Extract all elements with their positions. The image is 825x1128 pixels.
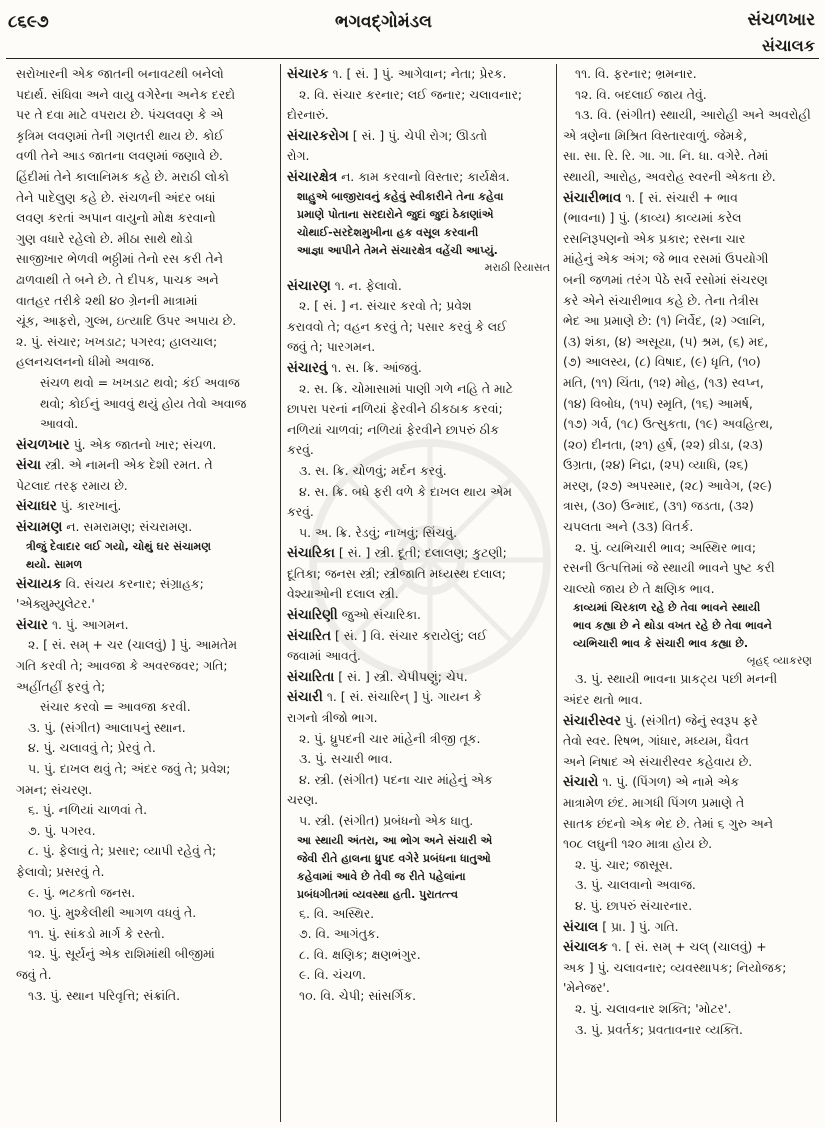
entry-line: ૬. પું. નળિયાં ચાળવાં તે. xyxy=(28,802,148,818)
entry-line: ૧૧. વિ. ફરનાર; ભ્રમનાર. xyxy=(575,66,697,81)
entry-line: ૯. પું. ભટકતો જનસ. xyxy=(28,884,136,900)
entry-headline: સંચારિકા [ સં. ] સ્ત્રી. દૂતી; દલાલણ; કુટણી; xyxy=(287,545,507,562)
entry-line: ૩. પું. ચાલવાનો અવાજ. xyxy=(575,877,696,893)
entry-line: ૫. સ્ત્રી. (સંગીત) પ્રબંધનો એક ધાતુ. xyxy=(299,813,474,828)
entry-line: ૫. અ. ક્રિ. રેડવું; નાખવું; સિંચવું. xyxy=(299,524,458,540)
entry-line: ચરણ. xyxy=(287,792,319,808)
entry-line: આવવો. xyxy=(40,416,79,432)
entry-line: ઢાળવાથી તે બને છે. તે દીપક, પાચક અને xyxy=(16,271,219,287)
entry-line: અંદર થતો ભાવ. xyxy=(563,692,643,708)
entry-headline: સંચારકરોગ [ સં. ] પું. ચેપી રોગ; ઊડતો xyxy=(287,127,488,144)
entry-headline: સંચા સ્ત્રી. એ નામની એક દેશી રમત. તે xyxy=(16,457,213,474)
headword: સંચા xyxy=(16,457,42,474)
entry-line: હલનચલનનો ધીમો અવાજ. xyxy=(16,354,155,370)
dictionary-title: ભગવદ્ગોમંડલ xyxy=(335,12,432,32)
entry-line: ચપલતા અને (૩૩) વિતર્ક. xyxy=(563,519,694,535)
entry-line: જવું તે; પારગમન. xyxy=(287,339,376,355)
entry-line: ૨. પું. વ્યભિચારી ભાવ; અસ્થિર ભાવ; xyxy=(575,539,757,555)
headword: સંચારિત xyxy=(287,627,332,644)
headword: સંચારણ xyxy=(287,277,331,294)
entry-line: સરોખારની એક જાતની બનાવટથી બનેલો xyxy=(16,66,224,81)
entry-line: શાહુએ બાજીરાવનું કહેવું સ્વીકારીને તેના કહેવા xyxy=(297,189,504,203)
headword: સંચારક xyxy=(287,66,329,82)
entry-line: ૧૦. વિ. ચેપી; સાંસર્ગિક. xyxy=(299,987,417,1003)
entry-line: એ ત્રણેના મિશ્રિત વિસ્તારવાળું. જેમકે, xyxy=(563,127,748,143)
entry-headline: સંચારક ૧. [ સં. ] પું. આગેવાન; નેતા; પ્રેરક. xyxy=(287,66,507,82)
headword: સંચાઘર xyxy=(16,498,57,515)
entry-headline: સંચાલ [ પ્રા. ] પું. ગતિ. xyxy=(563,918,679,935)
entry-line: ૧૦. પું. મુશ્કેલીથી આગળ વધવું તે. xyxy=(28,905,197,921)
entry-line: સંચળ થવો = ખખડાટ થવો; કંઈ અવાજ xyxy=(40,374,240,390)
entry-line: ૧૧. પું. સાંકડો માર્ગ કે રસ્તો. xyxy=(28,925,165,941)
entry-line: બૃહદ્ વ્યાકરણ xyxy=(746,654,812,668)
entry-line: નળિયાં ચાળવાં; નળિયાં ફેરવીને છાપરું ઠીક xyxy=(287,421,499,437)
entry-line: (ભાવના) ] પું. (કાવ્ય) કાવ્યમાં કરેલ xyxy=(563,210,742,226)
entry-line: કરવું. xyxy=(287,504,314,520)
entry-line: ૩. સ. ક્રિ. ચોળવું; મર્દન કરવું. xyxy=(299,462,447,478)
entry-line: રાગનો ત્રીજો ભાગ. xyxy=(287,710,378,726)
entry-headline: સંચારિત [ સં. ] વિ. સંચાર કરાયેલું; લઈ xyxy=(287,627,487,644)
entry-line: ૪. પું. ચલાવવું તે; પ્રેરવું તે. xyxy=(28,740,156,756)
entry-line: જવામાં આવતું. xyxy=(287,648,361,664)
headword: સંચારી xyxy=(287,689,323,706)
entry-headline: સંચાયક વિ. સંચય કરનાર; સંગ્રાહક; xyxy=(16,575,204,592)
headword: સંચારીસ્વર xyxy=(563,712,621,729)
entry-line: પેટલાદ તરફ રમાય છે. xyxy=(16,477,128,493)
headword: સંચારવું xyxy=(287,359,328,376)
entry-line: ૪. સ. ક્રિ. બધે ફરી વળે કે દાખલ થાય એમ xyxy=(299,483,512,499)
entry-headline: સંચાલક ૧. [ સં. સમ્ + ચલ્ (ચાલવું) + xyxy=(563,939,767,956)
entry-headline: સંચારી ૧. [ સં. સંચારિન્ ] પું. ગાયન કે xyxy=(287,689,482,706)
entry-line: કહેવામાં આવે છે તેવી જ રીતે પહેલાંના xyxy=(297,869,466,883)
entry-line: 'મેનેજર'. xyxy=(563,980,610,996)
entry-line: થયો. સામળ xyxy=(26,557,83,571)
entry-headline: સંચાઘર પું. કારખાનું. xyxy=(16,498,122,515)
entry-line: વળી તેને આડ જાતના લવણમાં જણાવે છે. xyxy=(16,148,223,164)
entry-line: ૨. પું. ધ્રુપદની ચાર માંહેની ત્રીજી તૂક. xyxy=(299,730,481,746)
entry-headline: સંચારવું ૧. સ. ક્રિ. આંજવું. xyxy=(287,359,422,376)
entry-line: સ્થાયી, આરોહ, અવરોહ સ્વરની એકતા છે. xyxy=(563,168,776,184)
entry-line: (૩) શંકા, (૪) અસૂયા, (૫) શ્રમ, (૬) મદ, xyxy=(563,333,769,349)
entry-line: ૩. પું. પ્રવર્તક; પ્રવતાવનાર વ્યક્તિ. xyxy=(575,1021,743,1037)
entry-line: વાતહર તરીકે ૨થી ૪૦ ગ્રેનની માત્રામાં xyxy=(16,292,198,308)
page-number: ૮૬૯૭ xyxy=(8,12,49,32)
entry-line: ત્રીજું દેવાદાર લઈ ગયો, ચોથું ઘર સંચામણ xyxy=(26,539,211,553)
entry-headline: સંચાર ૧. પું. આગમન. xyxy=(16,616,129,633)
entry-line: ૨. સ. ક્રિ. ચોમાસામાં પાણી ગળે નહિ તે માટે xyxy=(299,380,514,396)
entry-line: ૧૦૮ લઘુની ૧૨૦ માત્રા હોય છે. xyxy=(563,836,713,852)
guide-word-last: સંચાલક xyxy=(761,36,815,55)
headword: સંચારો xyxy=(563,774,599,791)
entry-line: ૨. વિ. સંચાર કરનાર; લઈ જનાર; ચલાવનાર; xyxy=(299,86,523,102)
entry-line: ફેલાવો; પ્રસરવું તે. xyxy=(16,863,105,879)
headword: સંચારિકા xyxy=(287,545,335,562)
header-rule xyxy=(6,58,819,59)
entry-headline: સંચારક્ષેત્ર ન. કામ કરવાનો વિસ્તાર; કાર્યક્ષેત્ર. xyxy=(287,168,510,185)
entry-line: ૮. વિ. ક્ષણિક; ક્ષણભંગુર. xyxy=(299,946,421,962)
entry-line: થવો; કોઈનું આવવું થયું હોય તેવો અવાજ xyxy=(40,395,247,411)
entry-line: અહીંતહીં ફરવું તે; xyxy=(16,678,106,694)
entry-line: ત્રાસ, (૩૦) ઉન્માદ, (૩૧) જડતા, (૩૨) xyxy=(563,498,754,514)
entry-line: ૨. પું. ચાર; જાસૂસ. xyxy=(575,856,673,872)
entry-line: રોગ. xyxy=(287,148,310,164)
entry-line: ૯. વિ. ચંચળ. xyxy=(299,967,367,983)
entry-line: અને નિષાદ એ સંચારીસ્વર કહેવાય છે. xyxy=(563,753,753,769)
entry-line: વેશ્યાઓની દલાલ સ્ત્રી. xyxy=(287,586,399,602)
page-header xyxy=(0,0,825,62)
entry-line: કૃત્રિમ લવણમાં તેની ગણતરી થાય છે. કોઈ xyxy=(16,127,224,143)
entry-line: ૨. પું. ચલાવનાર શક્તિ; 'મોટર'. xyxy=(575,1000,732,1016)
entry-line: ૪. પું. છાપરું સંચારનાર. xyxy=(575,897,693,913)
entry-line: તેવો સ્વર. રિષભ, ગાંધાર, મધ્યમ, ધૈવત xyxy=(563,733,749,749)
headword: સંચળખાર xyxy=(16,436,70,453)
dictionary-columns xyxy=(10,64,818,1122)
headword: સંચારીભાવ xyxy=(563,189,622,206)
entry-line: ૩. પું. (સંગીત) આલાપનું સ્થાન. xyxy=(28,719,186,735)
entry-line: ૫. પું. દાખલ થવું તે; અંદર જવું તે; પ્રવેશ; xyxy=(28,761,231,776)
entry-line: ચોથાઈ-સરદેશમુખીના હક વસૂલ કરવાની xyxy=(297,225,479,239)
entry-line: ૭. પું. પગરવ. xyxy=(28,822,96,838)
headword: સંચારકરોગ xyxy=(287,127,349,144)
entry-line: રસની ઉત્પત્તિમાં જે સ્થાયી ભાવને પુષ્ટ કરી xyxy=(563,560,775,576)
entry-line: પ્રમાણે પોતાના સરદારોને જુદાં જુદાં ઠેકાણાંએ xyxy=(297,207,494,221)
entry-line: ૨. [ સં. ] ન. સંચાર કરવો તે; પ્રવેશ xyxy=(299,298,472,314)
entry-line: ભાવ કહ્યા છે ને થોડા વખત રહે છે તેવા ભાવને xyxy=(573,619,772,633)
headword: સંચાર xyxy=(16,616,49,633)
entry-line: વ્યભિચારી ભાવ કે સંચારી ભાવ કહ્યા છે. xyxy=(573,637,749,651)
entry-line: ૬. વિ. અસ્થિર. xyxy=(299,905,375,921)
entry-line: બની જળમાં તરંગ પેઠે સર્વે રસોમાં સંચરણ xyxy=(563,271,768,287)
entry-line: ૩. પું. સચારી ભાવ. xyxy=(299,751,393,767)
entry-headline: સંચારણ ૧. ન. ફેલાવો. xyxy=(287,277,402,294)
column-right xyxy=(557,64,818,1122)
entry-headline: સંચળખાર પું. એક જાતનો ખાર; સંચળ. xyxy=(16,436,217,453)
entry-line: પ્રબંધગીતમાં વ્યવસ્થા હતી. પુરાતત્ત્વ xyxy=(297,887,458,901)
entry-line: ૩. પું. સ્થાયી ભાવના પ્રાકટ્ય પછી મનની xyxy=(575,671,778,687)
entry-line: સંચાર કરવો = આવજા કરવી. xyxy=(40,699,191,715)
entry-line: મરણ, (૨૭) અપસ્માર, (૨૮) આવેગ, (૨૯) xyxy=(563,477,773,493)
entry-line: સાજીખાર ભેળવી ભઠ્ઠીમાં તેનો રસ કરી તેને xyxy=(16,251,223,267)
entry-line: જવું તે. xyxy=(16,966,52,982)
entry-headline: સંચારિણી જુઓ સંચારિકા. xyxy=(287,607,421,624)
entry-line: ૧૨. વિ. બદલાઈ જાય તેવું. xyxy=(575,86,707,102)
entry-line: (૭) આલસ્ય, (૮) વિષાદ, (૯) ધૃતિ, (૧૦) xyxy=(563,354,761,370)
entry-headline: સંચારિતા [ સં. ] સ્ત્રી. ચેપીપણું; ચેપ. xyxy=(287,668,468,685)
entry-line: તેને પાદેલુણ કહે છે. સંચળની અંદર બધાં xyxy=(16,189,216,205)
entry-line: ભેદ આ પ્રમાણે છે: (૧) નિર્વેદ, (૨) ગ્લાનિ, xyxy=(563,313,766,329)
entry-line: દોરનારું. xyxy=(287,107,329,123)
entry-line: ગતિ કરવી તે; આવજા કે અવરજવર; ગતિ; xyxy=(16,658,228,674)
guide-word-first: સંચળખાર xyxy=(747,10,815,30)
entry-line: હિંદીમાં તેને કાલાનિમક કહે છે. મરાઠી લોકો xyxy=(16,168,229,184)
entry-line: 'એક્યુમ્યુલેટર.' xyxy=(16,596,95,612)
entry-headline: સંચામણ ન. સમરામણ; સંચરામણ. xyxy=(16,519,193,536)
column-middle xyxy=(280,64,557,1122)
entry-line: સાતક છંદનો એક ભેદ છે. તેમાં ૬ ગુરુ અને xyxy=(563,815,773,831)
entry-headline: સંચારીસ્વર પું. (સંગીત) જેનું સ્વરૂપ ફરે xyxy=(563,712,758,729)
entry-line: (૧૭) ગર્વ, (૧૮) ઉત્સુકતા, (૧૯) અવહિત્થ, xyxy=(563,416,773,432)
headword: સંચારિતા xyxy=(287,668,335,685)
entry-headline: સંચારો ૧. પું. (પિંગળ) એ નામે એક xyxy=(563,774,740,791)
column-left xyxy=(10,64,280,1122)
entry-line: ચૂંક, આફરો, ગુલ્મ, ઇત્યાદિ ઉપર અપાય છે. xyxy=(16,313,237,329)
entry-line: કરાવવો તે; વહન કરવું તે; પસાર કરવું કે લઈ xyxy=(287,318,507,334)
entry-line: દૂતિકા; જનસ સ્ત્રી; સ્ત્રીજાતિ મધ્યસ્થ દલાલ; xyxy=(287,565,506,581)
entry-line: રસનિરૂપણનો એક પ્રકાર; રસના ચાર xyxy=(563,230,746,246)
entry-line: ગુણ વધારે રહેલો છે. મીઠા સાથે થોડો xyxy=(16,230,193,246)
entry-line: ૧૩. પું. સ્થાન પરિવૃત્તિ; સંક્રાંતિ. xyxy=(28,987,181,1003)
entry-line: (૨૦) દીનતા, (૨૧) હર્ષ, (૨૨) વ્રીડા, (૨૩) xyxy=(563,436,764,452)
entry-line: સા. સા. રિ. રિ. ગા. ગા. નિ. ધા. વગેરે. તેમાં xyxy=(563,148,769,164)
entry-line: માત્રામેળ છંદ. માગધી પિંગળ પ્રમાણે તે xyxy=(563,795,745,810)
entry-line: કાવ્યમાં ચિરકાળ રહે છે તેવા ભાવને સ્થાયી xyxy=(573,601,761,615)
entry-headline: સંચારીભાવ ૧. [ સં. સંચારી + ભાવ xyxy=(563,189,738,206)
entry-line: મરાઠી રિયાસત xyxy=(484,260,550,274)
entry-line: ૧૨. પું. સૂર્યનું એક રાશિમાંથી બીજીમાં xyxy=(28,946,215,962)
entry-line: લવણ કરતાં અપાન વાયુનો મોક્ષ કરવાનો xyxy=(16,210,216,226)
headword: સંચારિણી xyxy=(287,607,338,624)
entry-line: ગમન; સંચરણ. xyxy=(16,781,93,797)
entry-line: પદાર્થ. સંધિવા અને વાયુ વગેરેના અનેક દરદો xyxy=(16,86,236,102)
entry-line: ૭. વિ. આગંતુક. xyxy=(299,926,380,942)
headword: સંચાયક xyxy=(16,575,62,592)
headword: સંચાલ xyxy=(563,918,599,935)
entry-line: માંહેનું એક અંગ; જે ભાવ રસમાં ઉપયોગી xyxy=(563,251,769,267)
entry-line: જેવી રીતે હાલના ધ્રુપદ વગેરે પ્રબંધના ધાતુઓ xyxy=(297,851,491,865)
entry-line: આ સ્થાયી અંતરા, આ ભોગ અને સંચારી એ xyxy=(297,833,493,847)
entry-line: કરે એને સંચારીભાવ કહે છે. તેના તેત્રીસ xyxy=(563,292,759,308)
entry-line: ૨. [ સં. સમ્ + ચર (ચાલવું) ] પું. આમતેમ xyxy=(28,637,237,653)
entry-line: ઉગ્રતા, (૨૪) નિદ્રા, (૨૫) વ્યાધિ, (૨૬) xyxy=(563,457,749,473)
entry-line: ૨. પું. સંચાર; ખખડાટ; પગરવ; હાલચાલ; xyxy=(16,333,218,349)
entry-line: ૪. સ્ત્રી. (સંગીત) પદના ચાર માંહેનું એક xyxy=(299,771,493,787)
entry-line: મતિ, (૧૧) ચિંતા, (૧૨) મોહ, (૧૩) સ્વપ્ન, xyxy=(563,374,764,390)
entry-line: છાપરા પરનાં નળિયાં ફેરવીને ઠીકઠાક કરવાં; xyxy=(287,401,503,417)
entry-line: અક ] પું. ચલાવનાર; વ્યવસ્થાપક; નિયોજક; xyxy=(563,959,787,975)
headword: સંચાલક xyxy=(563,939,608,956)
headword: સંચામણ xyxy=(16,519,63,536)
entry-line: (૧૪) વિબોધ, (૧૫) સ્મૃતિ, (૧૬) આમર્ષ, xyxy=(563,395,753,411)
entry-line: આજ્ઞા આપીને તેમને સંચારક્ષેત્ર વહેંચી આપ્યું. xyxy=(297,243,498,257)
headword: સંચારક્ષેત્ર xyxy=(287,168,338,185)
entry-line: કરવું. xyxy=(287,442,314,458)
entry-line: ૧૩. વિ. (સંગીત) સ્થાયી, આરોહી અને અવરોહી xyxy=(575,107,811,123)
entry-line: ૮. પું. ફેલાવું તે; પ્રસાર; વ્યાપી રહેવું તે; xyxy=(28,843,217,859)
entry-line: પર તે દવા માટે વપરાય છે. પંચલવણ કે એ xyxy=(16,107,224,123)
entry-line: ચાલ્યો જાય છે તે ક્ષણિક ભાવ. xyxy=(563,580,715,596)
